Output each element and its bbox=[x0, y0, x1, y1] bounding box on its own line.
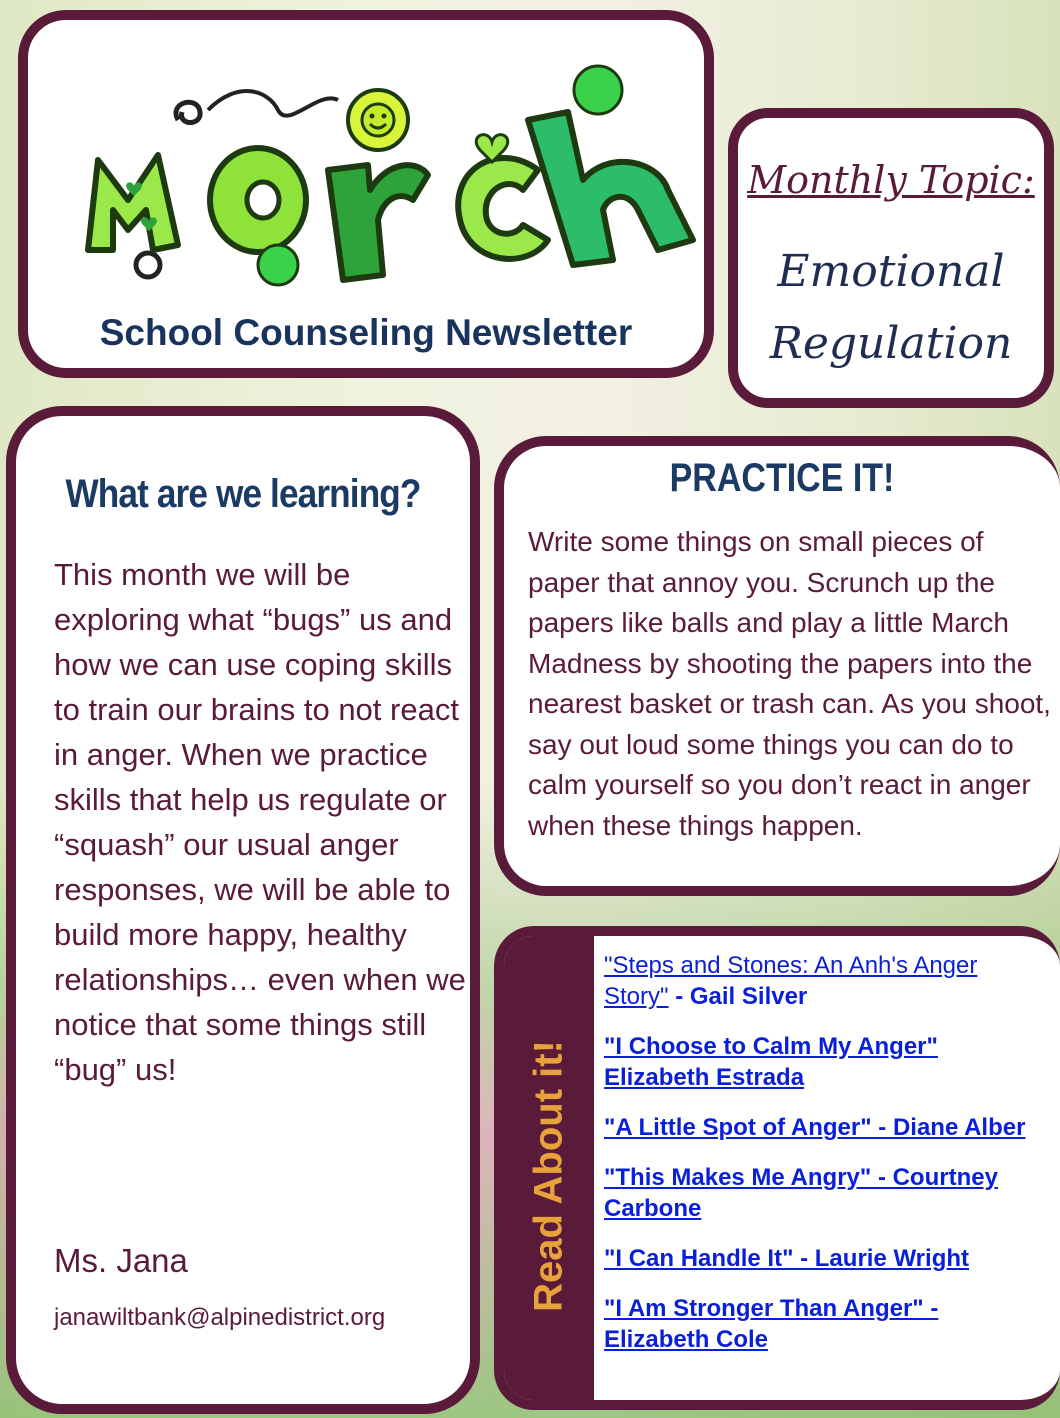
signature: Ms. Jana bbox=[54, 1242, 188, 1279]
read-sidebar-label: Read About it! bbox=[526, 1040, 571, 1312]
title-panel bbox=[18, 10, 714, 378]
read-panel bbox=[494, 926, 1060, 1410]
book-list bbox=[604, 950, 1044, 1374]
email-address[interactable]: janawiltbank@alpinedistrict.org bbox=[54, 1304, 386, 1331]
book-link[interactable]: "I Am Stronger Than Anger" - Elizabeth Cole bbox=[604, 1295, 939, 1353]
practice-body: Write some things on small pieces of paper that annoy you. Scrunch up the papers like balls and play a little March Madness by shooting the papers into the nearest basket or trash can. As you shoot, say out loud some things you can do to calm yourself so you don’t react in anger when these things happen. bbox=[528, 526, 1051, 841]
learning-panel bbox=[6, 406, 480, 1414]
book-link[interactable]: "This Makes Me Angry" - Courtney Carbone bbox=[604, 1164, 998, 1222]
topic-line-1: Emotional bbox=[777, 246, 1005, 297]
practice-panel bbox=[494, 436, 1060, 896]
learning-body: This month we will be exploring what “bugs” us and how we can use coping skills to train our brains to not react in anger. When we practice skills that help us regulate or “squash” our usual anger responses, we will be able to build more happy, healthy relationships… even when we notice that some things still “bug” us! bbox=[54, 557, 466, 1087]
book-link[interactable]: "Steps and Stones: An Anh's Anger Story" bbox=[604, 952, 978, 1010]
book-author: - Gail Silver bbox=[668, 983, 808, 1010]
topic-label: Monthly Topic: bbox=[747, 158, 1035, 202]
book-link[interactable]: "I Can Handle It" - Laurie Wright bbox=[604, 1245, 970, 1272]
march-logo bbox=[68, 50, 708, 300]
topic-line-2: Regulation bbox=[769, 318, 1013, 369]
book-link[interactable]: "I Choose to Calm My Anger" Elizabeth Estrada bbox=[604, 1033, 938, 1091]
book-item bbox=[604, 1112, 1044, 1143]
practice-heading: PRACTICE IT! bbox=[669, 456, 895, 500]
newsletter-title: School Counseling Newsletter bbox=[99, 312, 633, 353]
topic-panel bbox=[728, 108, 1054, 408]
book-link[interactable]: "A Little Spot of Anger" - Diane Alber bbox=[604, 1114, 1026, 1141]
learning-heading: What are we learning? bbox=[65, 472, 421, 516]
book-item bbox=[604, 1243, 1044, 1274]
book-item bbox=[604, 1031, 1044, 1093]
book-item bbox=[604, 1293, 1044, 1355]
topic-text bbox=[738, 236, 1044, 380]
book-item bbox=[604, 1162, 1044, 1224]
book-item bbox=[604, 950, 1044, 1012]
read-sidebar bbox=[504, 936, 594, 1400]
